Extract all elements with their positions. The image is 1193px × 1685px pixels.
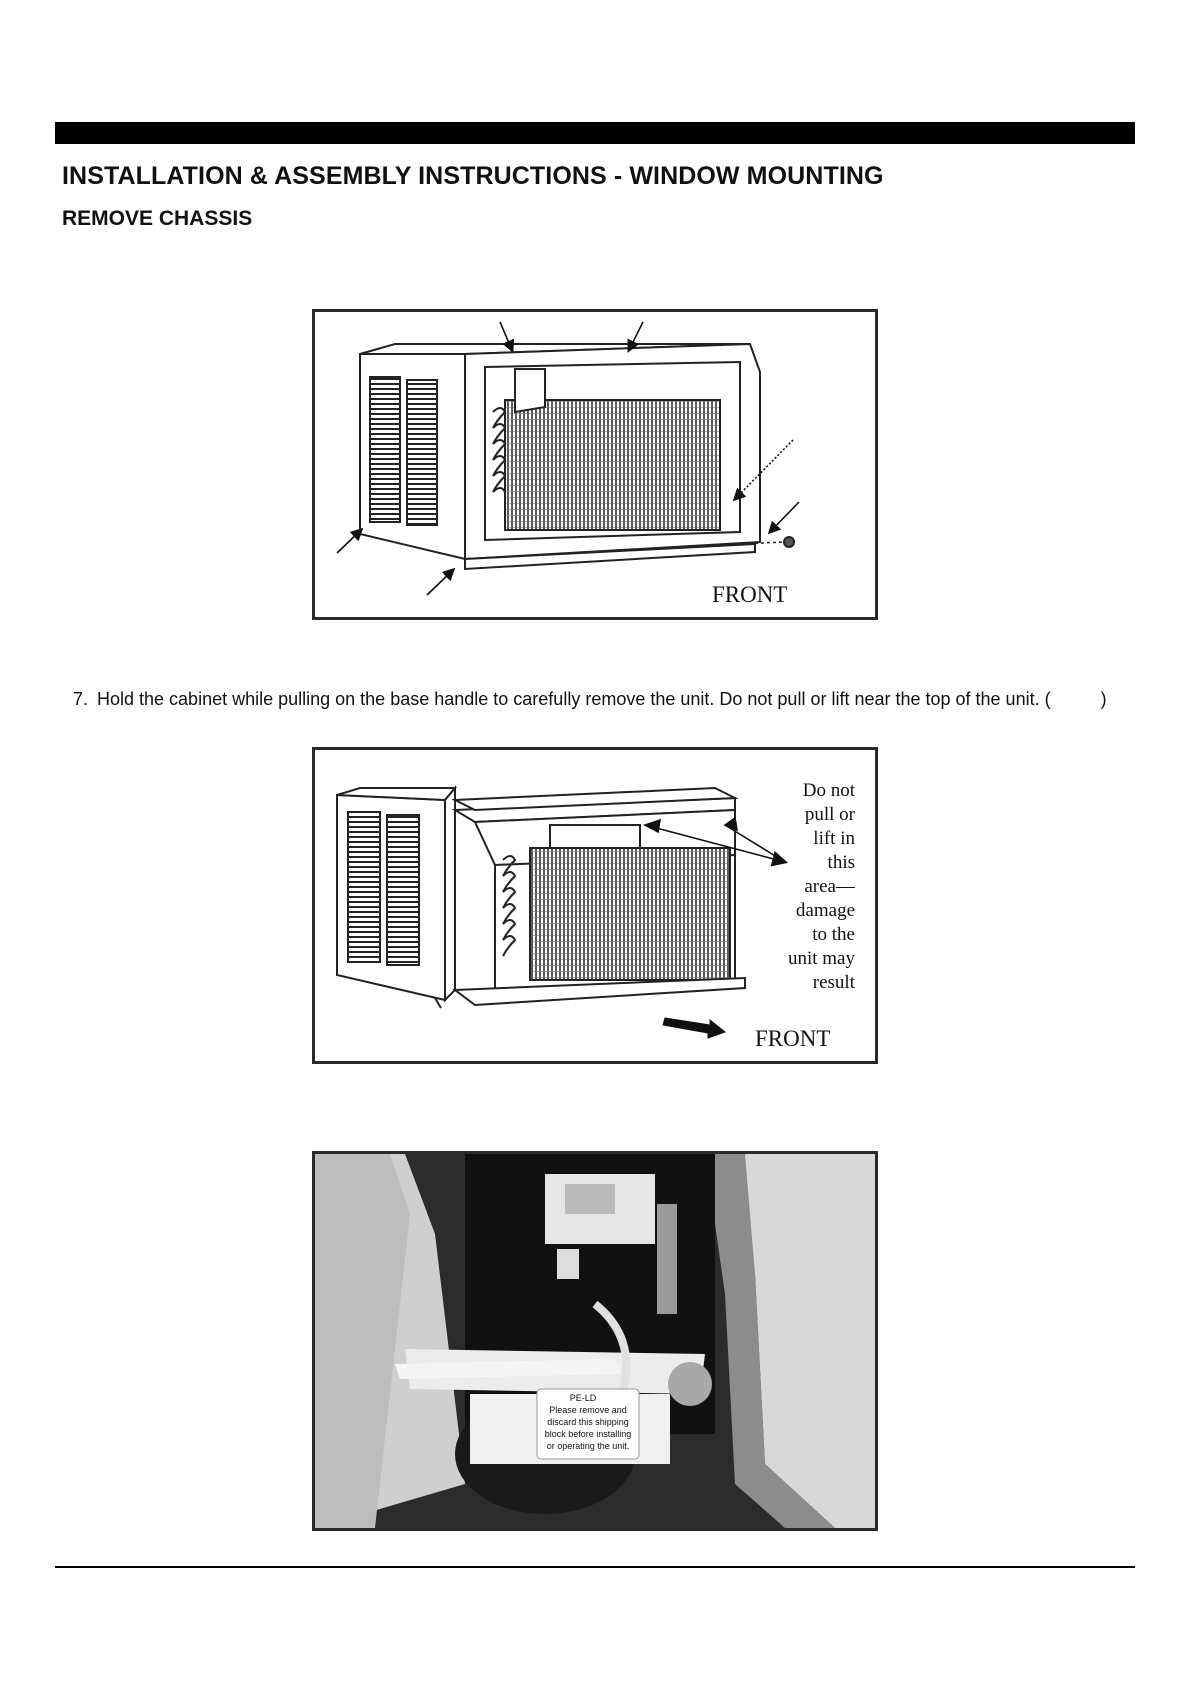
svg-text:PE-LD: PE-LD — [569, 1393, 597, 1403]
svg-text:this: this — [827, 852, 855, 873]
step-7 — [73, 685, 1133, 713]
svg-text:Do not: Do not — [802, 780, 855, 801]
svg-text:block before installing: block before installing — [544, 1429, 632, 1439]
svg-text:damage: damage — [795, 900, 855, 921]
svg-text:discard this shipping: discard this shipping — [547, 1417, 629, 1427]
chassis-drawing — [337, 788, 745, 1008]
svg-text:or operating the unit.: or operating the unit. — [546, 1441, 630, 1451]
figure1-front-label: FRONT — [712, 582, 788, 607]
section-title: REMOVE CHASSIS — [62, 207, 253, 230]
cabinet-drawing — [360, 344, 794, 569]
figure-cabinet-screws — [312, 309, 878, 620]
page-title: INSTALLATION & ASSEMBLY INSTRUCTIONS - WINDOW MOUNTING — [62, 162, 884, 190]
header-bar — [55, 122, 1135, 144]
photo-shipping-block — [312, 1151, 878, 1531]
figure2-front-label: FRONT — [755, 1026, 831, 1051]
pull-direction-arrow — [663, 1018, 725, 1038]
svg-text:Please remove and: Please remove and — [549, 1405, 627, 1415]
svg-text:to the: to the — [812, 924, 855, 945]
step-number: 7. — [73, 689, 89, 709]
svg-text:area—: area— — [804, 876, 855, 897]
footer-rule — [55, 1566, 1135, 1568]
svg-text:lift in: lift in — [813, 828, 855, 849]
svg-text:result: result — [812, 972, 855, 993]
step-text: Hold the cabinet while pulling on the base handle to carefully remove the unit. Do not pull or lift near the top of the unit. ( ) — [97, 689, 1107, 709]
svg-text:pull or: pull or — [804, 804, 855, 825]
svg-text:unit may: unit may — [787, 948, 855, 969]
warning-text — [788, 780, 856, 993]
figure-pull-chassis — [312, 747, 878, 1064]
